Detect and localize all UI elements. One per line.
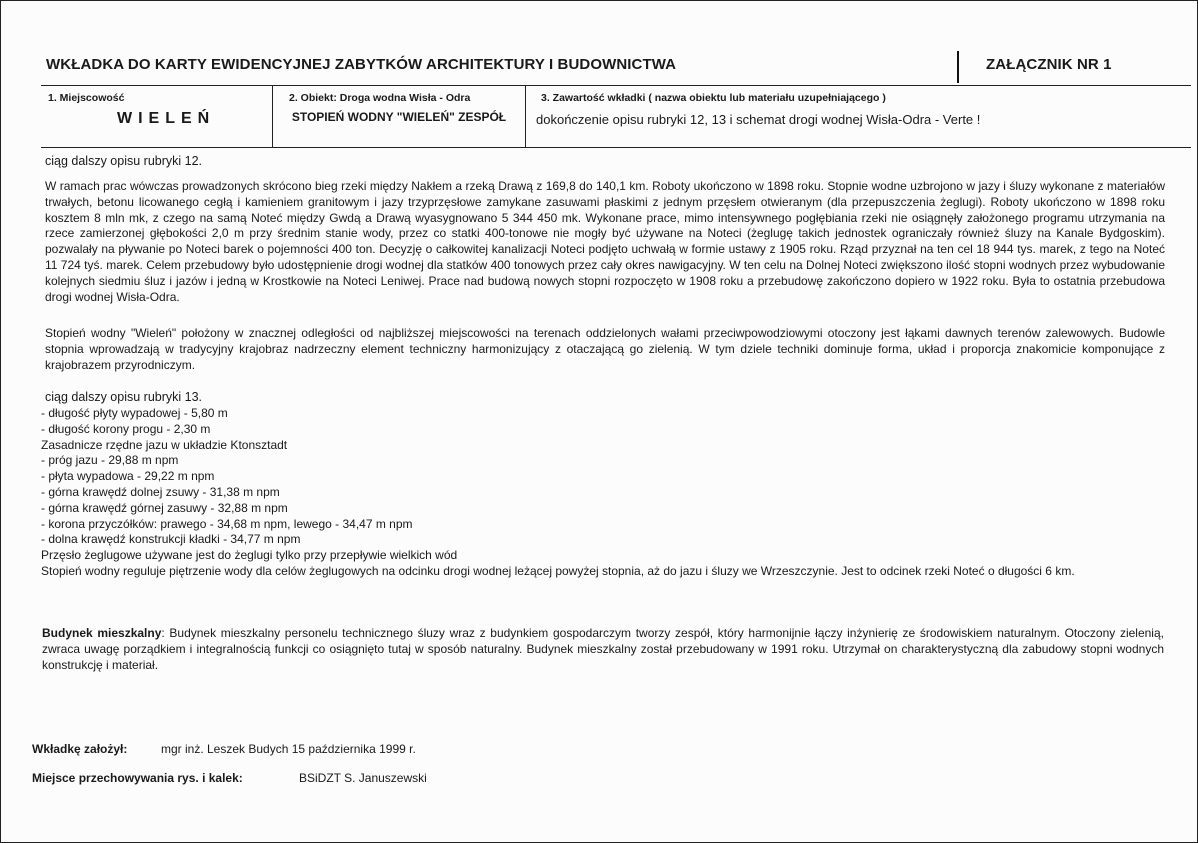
header-separator (957, 51, 959, 83)
section13-details (41, 406, 1165, 580)
detail-line: - próg jazu - 29,88 m npm (41, 453, 179, 468)
detail-line: - płyta wypadowa - 29,22 m npm (41, 469, 215, 484)
section12-paragraph-2: Stopień wodny "Wieleń" położony w znacznej odległości od najbliższej miejscowości na terenach oddzielonych wałami przeciwpowodziowymi otoczony jest łąkami dawnych terenów zalewowych. Budowle stopnia wprowadzają w tradycyjny krajobraz nadrzeczny element techniczny harmonizujący z otaczającą go zielenią. W tym dziele techniki dominuje forma, układ i proporcja znakomicie komponujące z krajobrazem przyrodniczym. (45, 326, 1165, 372)
storage-value: BSiDZT S. Januszewski (299, 771, 427, 785)
detail-line: Przęsło żeglugowe używane jest do żeglugi tylko przy przepływie wielkich wód (41, 548, 458, 563)
document-title: WKŁADKA DO KARTY EWIDENCYJNEJ ZABYTKÓW ARCHITEKTURY I BUDOWNICTWA (46, 56, 677, 73)
field-object-value: STOPIEŃ WODNY "WIELEŃ" ZESPÓŁ (291, 110, 507, 124)
field-locality-value: WIELEŃ (117, 110, 216, 127)
field-content-value: dokończenie opisu rubryki 12, 13 i schemat drogi wodnej Wisła-Odra - Verte ! (536, 112, 981, 127)
detail-line: - dolna krawędź konstrukcji kładki - 34,77 m npm (41, 532, 301, 547)
author-label: Wkładkę założył: (32, 742, 128, 756)
field-content-label: 3. Zawartość wkładki ( nazwa obiektu lub materiału uzupełniającego ) (541, 92, 886, 104)
section13-closing: Stopień wodny reguluje piętrzenie wody dla celów żeglugowych na odcinku drogi wodnej leżącej powyżej stopnia, aż do jazu i śluzy we Wrzeszczynie. Jest to odcinek rzeki Noteć o długości 6 km. (41, 563, 1075, 578)
field-locality-label: 1. Miejscowość (48, 92, 125, 104)
detail-line: - długość korony progu - 2,30 m (41, 421, 211, 436)
field-divider-1 (272, 86, 273, 147)
building-text: : Budynek mieszkalny personelu technicznego śluzy wraz z budynkiem gospodarczym tworzy zespół, który harmonijnie łączy inżynierię ze środowiskiem naturalnym. Otoczony zielenią, zwraca uwagę porządkiem i integralnością funkcji co osiągnięto tutaj w sposób naturalny. Budynek mieszkalny został przebudowany w 1991 roku. Utrzymał on charakterystyczną dla zabudowy stopni wodnych konstrukcję i materiał. (42, 626, 1164, 672)
attachment-number: ZAŁĄCZNIK NR 1 (986, 56, 1112, 73)
section12-paragraph-1: W ramach prac wówczas prowadzonych skrócono bieg rzeki między Nakłem a rzeką Drawą z 169,8 do 140,1 km. Roboty ukończono w 1898 roku. Stopnie wodne uzbrojono w jazy i śluzy wykonane z materiałów trwałych, betonu licowanego cegłą i kamieniem granitowym i jazy trzyprzęsłowe zamykane zasuwami płaskimi z jednym przęsłem otwieranym (dla przepuszczenia żeglugi). Roboty ukończono w 1898 roku kosztem 8 mln mk, z czego na samą Noteć między Gwdą a Drawą wyasygnowano 5 344 450 mk. Wykonane prace, mimo intensywnego pogłębiania rzeki nie osiągnęły założonego programu utrzymania na rzece zamierzonej głębokości 2,0 m przy średnim stanie wody, przez co statki 400-tonowe nie mogły być używane na Noteci (żeglugę takich jednostek ograniczały również śluzy na Kanale Bydgoskim). pozwalały na pływanie po Noteci barek o pojemności 400 ton. Decyzję o całkowitej kanalizacji Noteci podjęto uchwałą w formie ustawy z 1905 roku. Rząd przyznał na ten cel 18 944 tys. marek, z tego na Noteć 11 724 tyś. marek. Celem przebudowy było udostępnienie drogi wodnej dla statków 400 tonowych przez cały okres nawigacyjny. W ten celu na Dolnej Noteci zwiększono ilość stopni wodnych przez wybudowanie kolejnych siedmiu śluz i jazów i jedną w Krostkowie na Noteci Leniwej. Prace nad budową nowych stopni rozpoczęto w 1908 roku a przebudowę zakończono dopiero w 1922 roku. Była to ostatnia przebudowa drogi wodnej Wisła-Odra. (45, 179, 1165, 304)
building-description (42, 626, 1164, 673)
detail-line: - górna krawędź górnej zasuwy - 32,88 m npm (41, 500, 288, 515)
storage-label: Miejsce przechowywania rys. i kalek: (32, 771, 243, 785)
detail-line: - długość płyty wypadowej - 5,80 m (41, 406, 228, 420)
section13-heading: ciąg dalszy opisu rubryki 13. (45, 390, 203, 404)
fields-top-rule (41, 85, 1191, 86)
detail-line: - korona przyczółków: prawego - 34,68 m npm, lewego - 34,47 m npm (41, 516, 413, 531)
building-label: Budynek mieszkalny (42, 626, 162, 640)
detail-line: Zasadnicze rzędne jazu w układzie Ktonsztadt (41, 437, 288, 452)
detail-line: - górna krawędź dolnej zsuwy - 31,38 m npm (41, 484, 280, 499)
section12-heading: ciąg dalszy opisu rubryki 12. (45, 154, 203, 168)
field-divider-2 (525, 86, 526, 147)
author-value: mgr inż. Leszek Budych 15 października 1999 r. (161, 742, 416, 756)
field-object-label: 2. Obiekt: Droga wodna Wisła - Odra (289, 92, 471, 104)
fields-bottom-rule (41, 147, 1191, 148)
